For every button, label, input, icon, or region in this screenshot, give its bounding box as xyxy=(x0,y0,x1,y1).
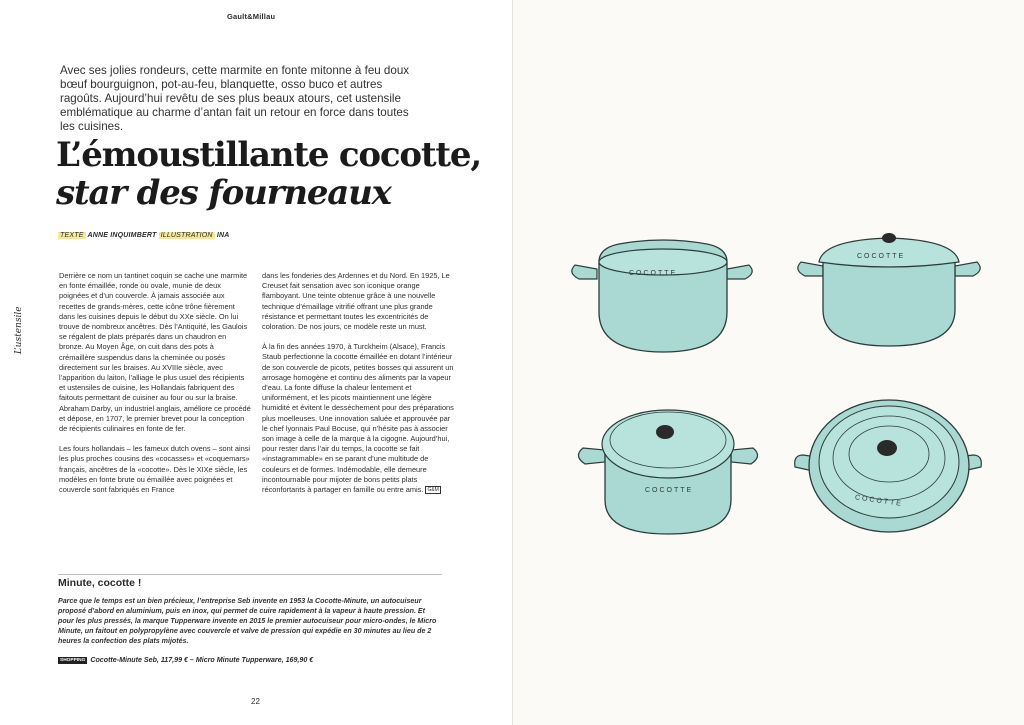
pot-body xyxy=(823,262,955,346)
pot-label: COCOTTE xyxy=(856,253,905,260)
pot-handle-right xyxy=(727,265,752,279)
intro-paragraph: Avec ses jolies rondeurs, cette marmite en fonte mitonne à feu doux bœuf bourguignon, pot-au-feu, blanquette, osso buco et autres ragoûts. Aujourd’hui revêtu de ses plus beaux atours, cet ustensile emblématique au charme d’antan fait un retour en force dans toutes les cuisines. xyxy=(60,64,410,133)
pot-knob xyxy=(656,425,674,439)
cocotte-pot-2 xyxy=(797,233,979,346)
pot-knob xyxy=(882,233,896,243)
article-title xyxy=(56,136,496,212)
article-column-2 xyxy=(262,271,454,505)
pot-label: COCOTTE xyxy=(644,487,693,494)
byline-author: ANNE INQUIMBERT xyxy=(87,232,157,239)
shopping-line xyxy=(58,656,313,664)
sidebar-body: Parce que le temps est un bien précieux, l’entreprise Seb invente en 1953 la Cocotte-Minute, un autocuiseur proposé d’abord en aluminium, puis en inox, qui permet de cuire rapidement à la vapeur à haute pression. Et pour les plus pressés, la marque Tupperware invente en 2015 le premier autocuiseur pour micro-ondes, le Micro Minute, un faitout en polypropylène avec couvercle et valve de pression qui expédie en 30 minutes au lieu de 2 heures la confection des plats mijotés. xyxy=(58,597,437,645)
sidebar-divider xyxy=(58,574,442,575)
page-number: 22 xyxy=(251,697,260,706)
pot-handle-left xyxy=(571,265,596,279)
pot-handle-left xyxy=(578,448,605,464)
magazine-brand: Gault&Millau xyxy=(227,12,276,21)
paragraph xyxy=(262,342,454,495)
pot-label: COCOTTE xyxy=(853,494,903,508)
byline xyxy=(58,232,229,239)
shopping-tag: SHOPPING xyxy=(60,658,86,663)
pot-knob xyxy=(877,440,897,456)
title-line-1: L’émoustillante cocotte, xyxy=(56,135,481,175)
paragraph: Les fours hollandais – les fameux dutch ovens – sont ainsi les plus proches cousins des «cocasses» et «coquemars» français, ancêtres de la «cocotte». Dès le XIXe siècle, les modèles en fonte brute ou émaillée avec poignées et couvercle sont fabriqués en France xyxy=(59,444,251,495)
cocotte-pot-3 xyxy=(578,410,757,534)
pot-handle-right xyxy=(955,262,980,276)
byline-text-label: TEXTE xyxy=(60,232,84,239)
article-column-1 xyxy=(59,271,251,505)
cocotte-pot-1 xyxy=(571,240,751,352)
byline-illustration-label: ILLUSTRATION xyxy=(160,232,213,239)
byline-illustrator: INA xyxy=(216,232,230,239)
right-page xyxy=(513,0,1024,725)
paragraph: dans les fonderies des Ardennes et du Nord. En 1925, Le Creuset fait sensation avec son iconique orange flamboyant. Une teinte obtenue grâce à une nouvelle technique d’émaillage vitrifié offrant une plus grande résistance et permettant toutes les excentricités de coloration. De nos jours, ce modèle reste un must. xyxy=(262,271,450,332)
sidebar-title: Minute, cocotte ! xyxy=(58,577,142,589)
title-line-2: star des fourneaux xyxy=(56,173,391,213)
section-label: L’ustensile xyxy=(14,306,24,354)
pot-label: COCOTTE xyxy=(628,270,677,277)
cocotte-pot-4 xyxy=(794,400,981,532)
paragraph-text: À la fin des années 1970, à Turckheim (Alsace), Francis Staub perfectionne la cocotte émaillée en dotant l’intérieur de son couvercle de picots, petites bosses qui assurent un arrosage homogène et continu des aliments par la vapeur d’eau. La fonte diffuse la chaleur lentement et uniformément, et les picots maintiennent une légère humidité et évitent le dessèchement pour des préparations plus moelleuses. Une innovation saluée et approuvée par le chef lyonnais Paul Bocuse, qui n’hésite pas à associer son image à celle de la marque à la cigogne. Aujourd’hui, pour rester dans l’air du temps, la cocotte se fait «instagrammable» en se parant d’une multitude de couleurs et de formes. Indémodable, elle demeure incontournable pour mijoter de bons petits plats réconfortants à partager en famille ou entre amis. xyxy=(262,342,454,495)
pot-handle-right xyxy=(731,448,758,464)
end-mark: G&M xyxy=(427,487,439,494)
pot-handle-left xyxy=(797,262,822,276)
shopping-text: Cocotte-Minute Seb, 117,99 € – Micro Minute Tupperware, 169,90 € xyxy=(90,656,314,664)
cocotte-illustration xyxy=(513,0,1024,725)
paragraph: Derrière ce nom un tantinet coquin se cache une marmite en fonte émaillée, ronde ou ovale, munie de deux poignées et d’un couvercle. À jamais associée aux recettes de grands-mères, cette icône trône fièrement dans les cuisines depuis le début du XXe siècle. On lui trouve de nombreux ancêtres. Dès l’Antiquité, les Gaulois se régalent de plats préparés dans un chaudron en bronze. Au Moyen Âge, on cuit dans des pots à crémaillère suspendus dans la cheminée ou posés directement sur les braises. Au XVIIIe siècle, avec l’apparition du laiton, l’alliage le plus usuel des récipients et ustensiles de cuisine, les Hollandais fabriquent des faitouts permettant de cuisiner au four ou sur la braise. Abraham Darby, un industriel anglais, améliore ce procédé et dépose, en 1707, le premier brevet pour la conception de récipients culinaires en fonte de fer. xyxy=(59,271,251,434)
